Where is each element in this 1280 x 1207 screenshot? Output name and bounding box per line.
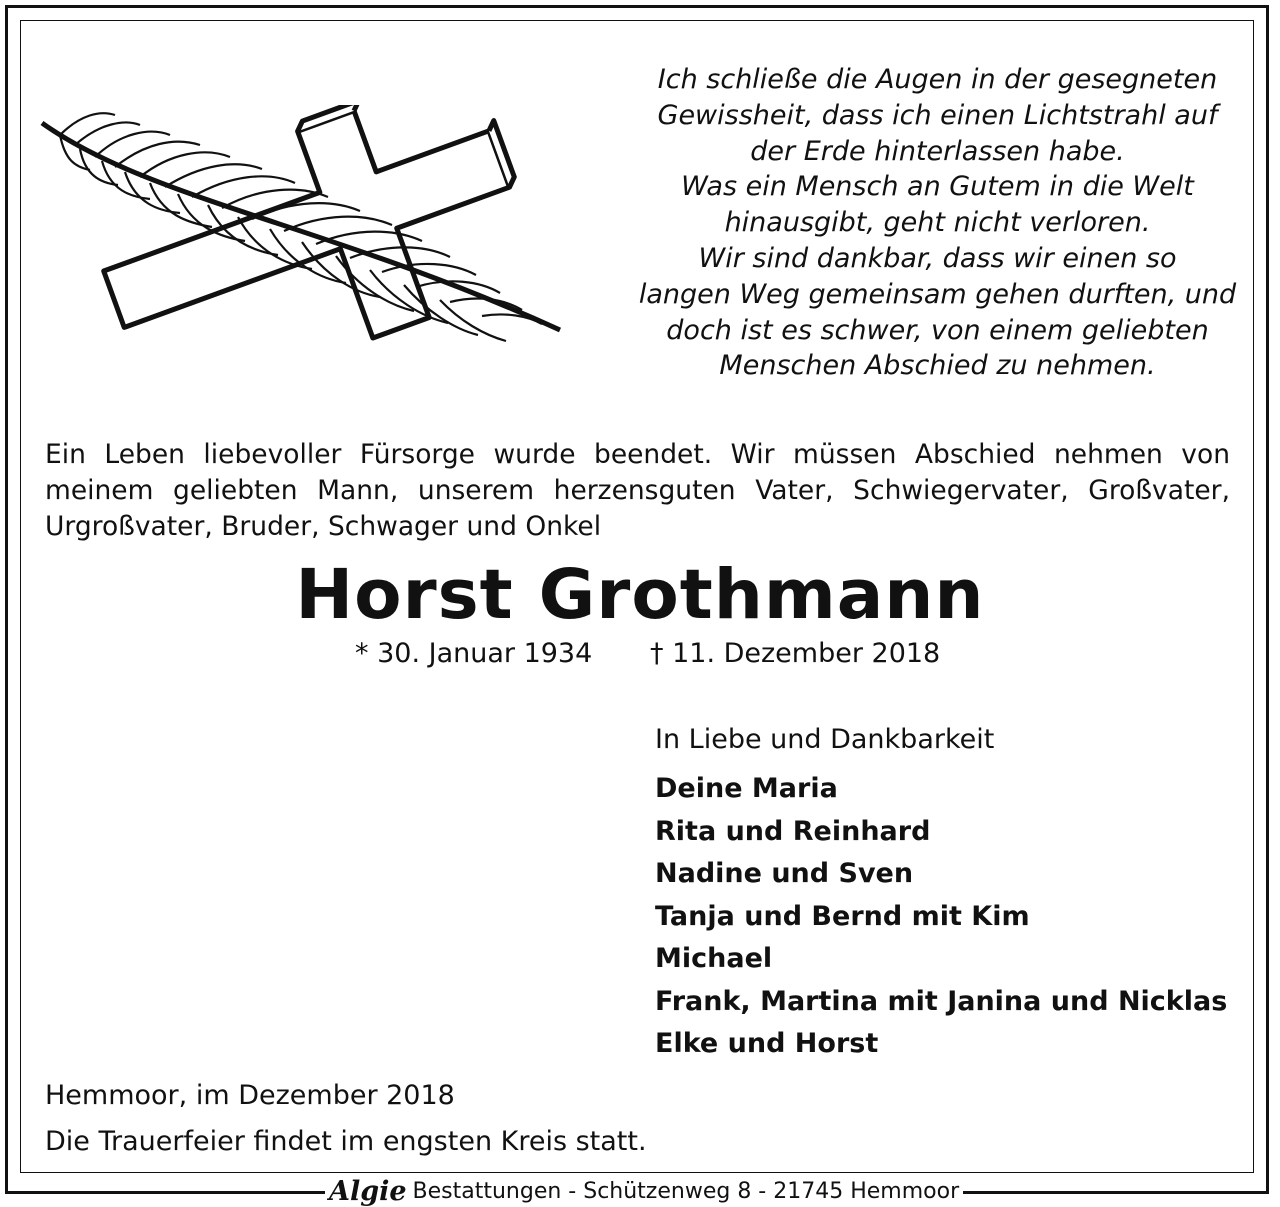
closing-phrase: In Liebe und Dankbarkeit <box>655 724 995 755</box>
family-member: Rita und Reinhard <box>655 815 931 847</box>
intro-paragraph <box>45 437 1230 545</box>
poem-line: doch ist es schwer, von einem geliebten <box>666 314 1209 346</box>
poem-line: Was ein Mensch an Gutem in die Welt <box>681 171 1194 203</box>
poem-line: Wir sind dankbar, dass wir einen so <box>698 242 1177 274</box>
funeral-home-logo: Algie <box>329 1175 407 1207</box>
poem-line: Gewissheit, dass ich einen Lichtstrahl auf <box>657 99 1218 131</box>
deceased-name: Horst Grothmann <box>295 555 985 635</box>
poem <box>630 62 1245 384</box>
death-date: † 11. Dezember 2018 <box>650 638 941 669</box>
intro-line: meinem geliebten Mann, unserem herzensguten Vater, Schwiegervater, Großvater, <box>45 475 1230 506</box>
family-member: Elke und Horst <box>655 1028 879 1059</box>
birth-date: * 30. Januar 1934 <box>355 638 593 669</box>
cross-icon <box>79 105 550 345</box>
poem-line: der Erde hinterlassen habe. <box>750 135 1125 167</box>
family-member: Nadine und Sven <box>655 858 914 889</box>
intro-line: Ein Leben liebevoller Fürsorge wurde beendet. Wir müssen Abschied nehmen von <box>45 439 1230 470</box>
place-and-date: Hemmoor, im Dezember 2018 <box>45 1080 455 1111</box>
family-member: Frank, Martina mit Janina und Nicklas <box>655 985 1228 1017</box>
poem-line: Menschen Abschied zu nehmen. <box>719 350 1156 382</box>
family-list <box>655 768 1227 1066</box>
family-member: Michael <box>655 943 773 974</box>
funeral-home-footer <box>325 1176 963 1206</box>
family-member: Deine Maria <box>655 773 838 804</box>
funeral-home-address: Bestattungen - Schützenweg 8 - 21745 Hemmoor <box>412 1178 960 1204</box>
family-member: Tanja und Bernd mit Kim <box>655 900 1030 932</box>
poem-line: langen Weg gemeinsam gehen durften, und <box>638 278 1237 310</box>
ceremony-note: Die Trauerfeier findet im engsten Kreis statt. <box>45 1126 647 1157</box>
intro-line: Urgroßvater, Bruder, Schwager und Onkel <box>45 511 602 542</box>
poem-line: Ich schließe die Augen in der gesegneten <box>657 64 1218 95</box>
poem-line: hinausgibt, geht nicht verloren. <box>724 207 1151 239</box>
cross-and-palm-illustration <box>30 105 630 345</box>
